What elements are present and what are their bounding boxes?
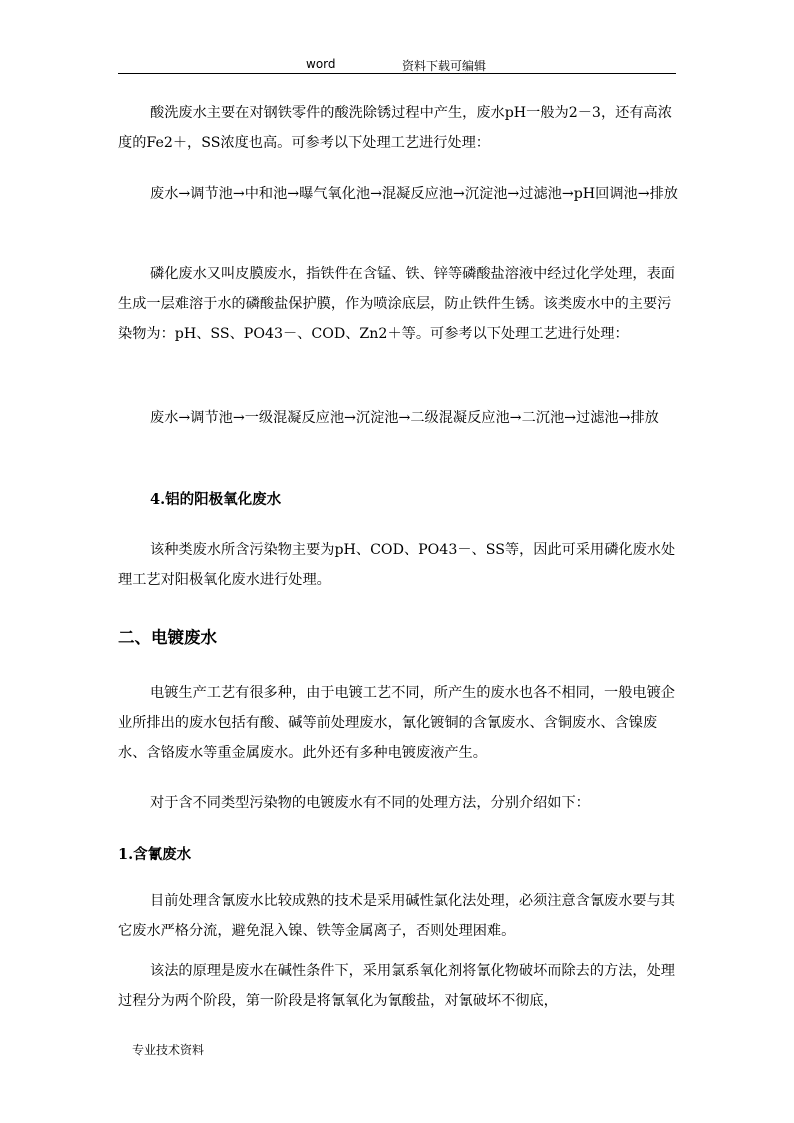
header-left-text: word <box>306 57 336 71</box>
paragraph-phosphating-process: 废水→调节池→一级混凝反应池→沉淀池→二级混凝反应池→二沉池→过滤池→排放 <box>150 410 659 426</box>
paragraph-electroplating-methods: 对于含不同类型污染物的电镀废水有不同的处理方法，分别介绍如下： <box>150 795 590 811</box>
paragraph-pickling-wastewater: 酸洗废水主要在对钢铁零件的酸洗除锈过程中产生，废水pH一般为2－3，还有高浓度的Fe2＋，SS浓度也高。可参考以下处理工艺进行处理： <box>118 105 672 151</box>
paragraph-cyanide-technique: 目前处理含氰废水比较成熟的技术是采用碱性氯化法处理，必须注意含氰废水要与其它废水严格分流，避免混入镍、铁等金属离子，否则处理困难。 <box>118 893 675 939</box>
page-header <box>118 57 676 74</box>
paragraph-phosphating-wastewater: 磷化废水又叫皮膜废水，指铁件在含锰、铁、锌等磷酸盐溶液中经过化学处理，表面生成一层难溶于水的磷酸盐保护膜，作为喷涂底层，防止铁件生锈。该类废水中的主要污染物为：pH、SS、PO43－、COD、Zn2＋等。可参考以下处理工艺进行处理： <box>118 266 675 342</box>
heading-cyanide: 1.含氰废水 <box>118 846 192 863</box>
paragraph-cyanide-principle: 该法的原理是废水在碱性条件下，采用氯系氧化剂将氰化物破坏而除去的方法，处理过程分为两个阶段，第一阶段是将氰氧化为氰酸盐，对氰破坏不彻底， <box>118 963 675 1009</box>
paragraph-pickling-process: 废水→调节池→中和池→曝气氧化池→混凝反应池→沉淀池→过滤池→pH回调池→排放 <box>150 186 678 202</box>
heading-electroplating: 二、电镀废水 <box>118 628 217 647</box>
page-footer: 专业技术资料 <box>132 1043 205 1057</box>
paragraph-electroplating-intro: 电镀生产工艺有很多种，由于电镀工艺不同，所产生的废水也各不相同，一般电镀企业所排出的废水包括有酸、碱等前处理废水，氰化镀铜的含氰废水、含铜废水、含镍废水、含铬废水等重金属废水。此外还有多种电镀废液产生。 <box>118 685 675 761</box>
paragraph-anodizing: 该种类废水所含污染物主要为pH、COD、PO43－、SS等，因此可采用磷化废水处理工艺对阳极氧化废水进行处理。 <box>118 542 676 588</box>
header-right-text: 资料下载可编辑 <box>402 59 487 73</box>
heading-anodizing: 4.铝的阳极氧化废水 <box>150 491 282 508</box>
